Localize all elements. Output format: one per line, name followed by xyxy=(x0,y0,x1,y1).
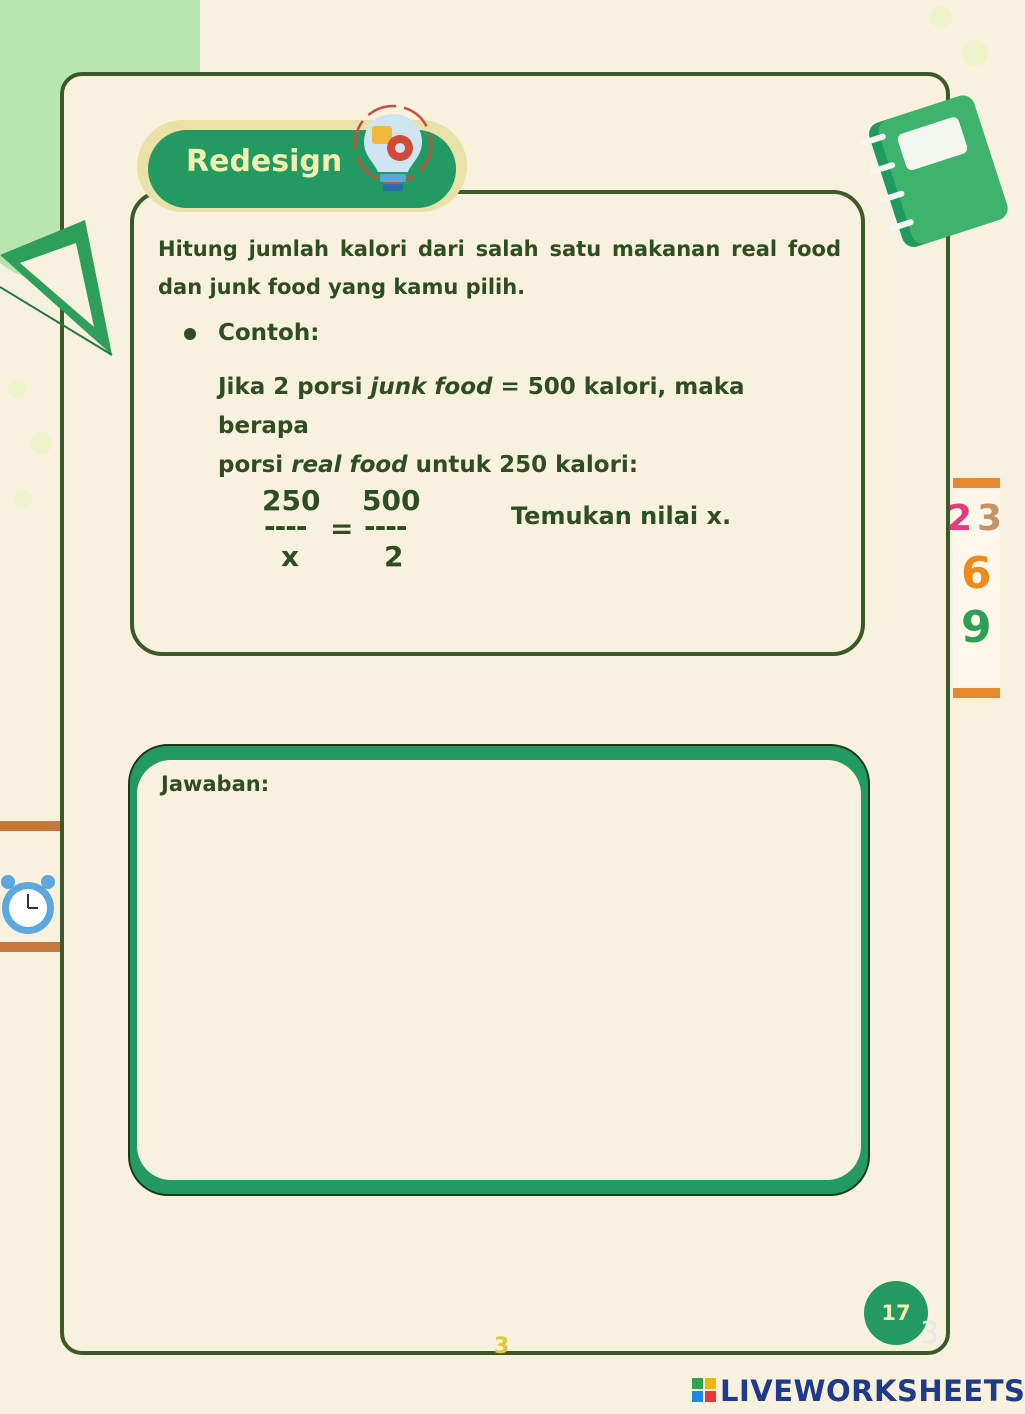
liveworksheets-logo-icon xyxy=(692,1378,716,1402)
lightbulb-puzzle-gear-icon xyxy=(350,100,440,204)
left-numerator: 250 xyxy=(262,484,321,517)
example-text-italic: junk food xyxy=(370,374,493,400)
numbers-card-decoration: 2 3 6 9 xyxy=(953,478,1000,698)
bullet-dot xyxy=(184,328,196,340)
equals-sign: = xyxy=(330,512,354,545)
instruction-text: Hitung jumlah kalori dari salah satu makanan real food dan junk food yang kamu pilih. xyxy=(158,237,841,299)
example-label: Contoh: xyxy=(218,320,320,346)
answer-box[interactable] xyxy=(137,760,861,1180)
center-page-number: 3 xyxy=(494,1334,510,1359)
example-text-italic: real food xyxy=(291,452,408,478)
decor-dot xyxy=(14,490,32,508)
notebook-icon xyxy=(862,88,1000,248)
brand-wordmark: LIVEWORKSHEETS xyxy=(720,1374,1025,1408)
example-text-part: porsi xyxy=(218,452,292,478)
shelf-decoration xyxy=(0,821,60,831)
decor-dot xyxy=(8,380,26,398)
example-text-part: Jika 2 porsi xyxy=(218,374,371,400)
answer-label: Jawaban: xyxy=(161,772,270,796)
example-text-part: = 500 kalori, maka berapa xyxy=(218,374,745,439)
left-denominator: x xyxy=(281,540,300,573)
left-fraction-bar: ---- xyxy=(264,510,307,543)
decor-dot xyxy=(930,6,952,28)
shelf-decoration xyxy=(0,942,60,952)
right-fraction-bar: ---- xyxy=(364,510,407,543)
decor-dot xyxy=(30,432,52,454)
triangle-ruler-icon xyxy=(0,215,120,360)
equation-prompt: Temukan nilai x. xyxy=(511,502,732,530)
decor-dot xyxy=(962,40,988,66)
page-number-badge: 17 xyxy=(864,1281,928,1345)
right-denominator: 2 xyxy=(384,540,404,573)
alarm-clock-icon xyxy=(0,870,60,942)
example-text xyxy=(218,368,838,485)
section-title: Redesign xyxy=(186,144,343,179)
right-numerator: 500 xyxy=(362,484,421,517)
page-ghost-number: 3 xyxy=(920,1316,940,1351)
example-text-part: untuk 250 kalori: xyxy=(407,452,639,478)
